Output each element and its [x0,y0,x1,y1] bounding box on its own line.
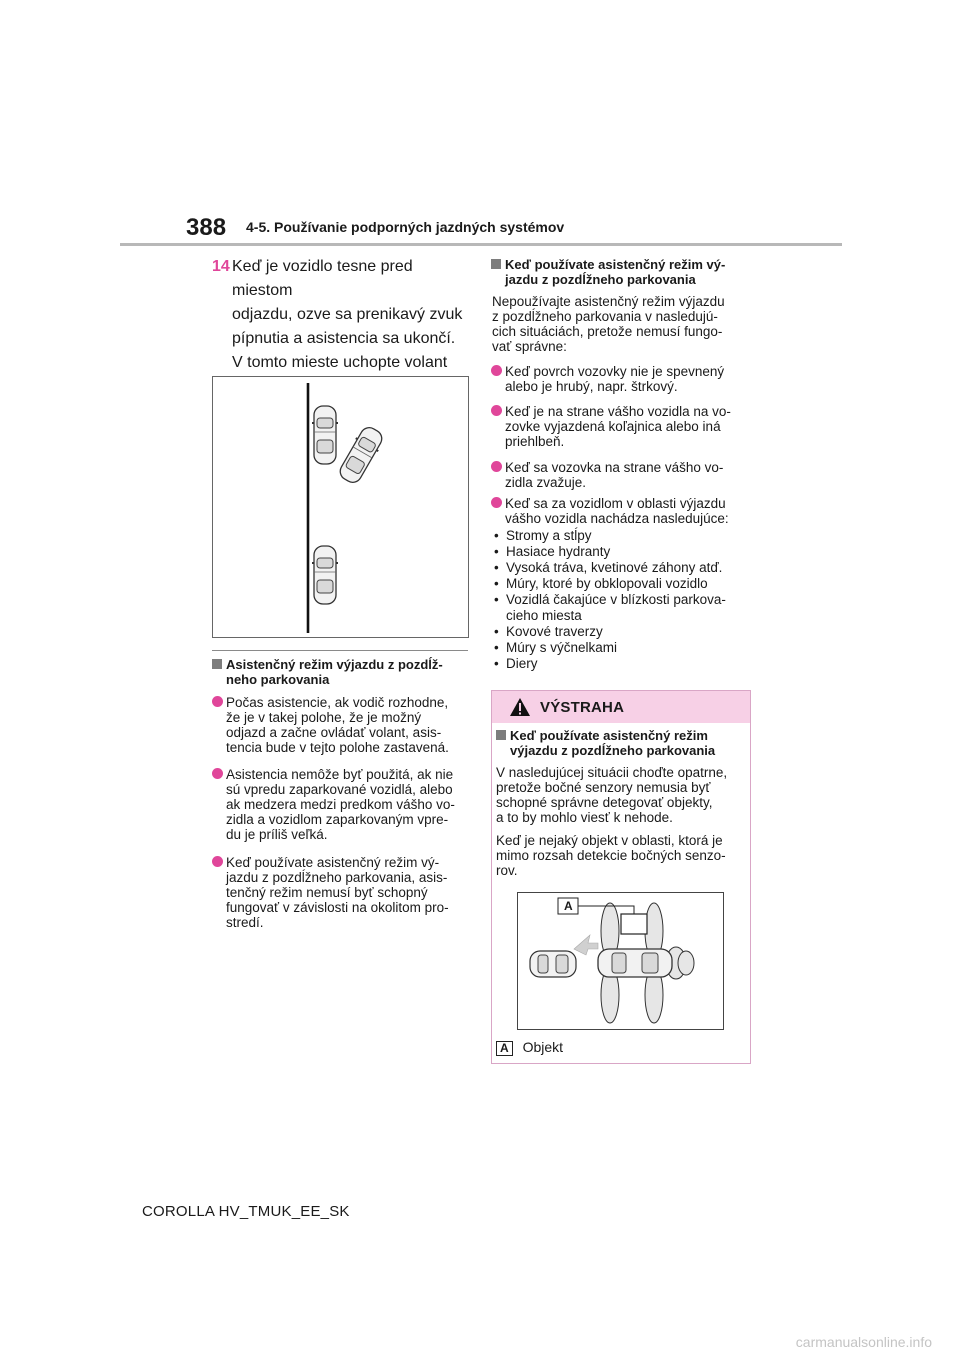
bullet-dot-icon [491,405,502,416]
page-number: 388 [186,214,227,241]
list-item: • Stromy a stĺpy [492,528,752,544]
step-line: V tomto mieste uchopte volant [232,354,448,371]
list-item: Keď používate asistenčný režim vý- jazdu z pozdĺžneho parkovania, asis- tenčný režim nemusí byť schopný fungovať v závislosti na okolitom pro- stredí. [212,855,474,930]
warning-paragraph: V nasledujúcej situácii choďte opatrne, pretože bočné senzory nemusia byť schopné správne detegovať objekty, a to by mohlo viesť k nehode. [496,765,728,825]
list-item: Keď povrch vozovky nie je spevnený alebo je hrubý, napr. štrkový. [491,364,753,394]
square-bullet-icon [496,730,506,740]
subsection-heading: Asistenčný režim výjazdu z pozdĺž- neho parkovania [212,657,474,687]
list-item: • Vysoká tráva, kvetinové záhony atď. [492,560,752,576]
model-code: COROLLA HV_TMUK_EE_SK [142,1203,350,1220]
step-line: odjazdu, ozve sa prenikavý zvuk [232,306,463,323]
square-bullet-icon [212,659,222,669]
list-item: • Vozidlá čakajúce v blízkosti parkova- cieho miesta [492,592,752,624]
list-item: • Múry s výčnelkami [492,640,752,656]
header-divider [120,243,842,246]
legend-label: A [496,1041,513,1056]
section-divider [212,650,468,651]
list-item: • Múry, ktoré by obklopovali vozidlo [492,576,752,592]
sensor-diagram-svg [518,893,723,1029]
list-item: • Hasiace hydranty [492,544,752,560]
list-item: Keď sa za vozidlom v oblasti výjazdu vášho vozidla nachádza nasledujúce: [491,496,753,526]
bullet-dot-icon [212,856,223,867]
figure-legend [496,1039,563,1056]
list-item: Asistencia nemôže byť použitá, ak nie sú vpredu zaparkované vozidlá, alebo ak medzera medzi predkom vášho vo- zidla a vozidlom zaparkovaným vpre- du je príliš veľká. [212,767,474,842]
bullet-dot-icon [491,497,502,508]
section-title: 4-5. Používanie podporných jazdných systémov [246,219,565,235]
list-item: Počas asistencie, ak vodič rozhodne, že je v takej polohe, že je možný odjazd a začne ovládať volant, asis- tencia bude v tejto polohe zastavená. [212,695,474,755]
step-line: Keď je vozidlo tesne pred miestom [232,258,413,299]
obstacle-list [492,528,752,672]
bullet-dot-icon [491,461,502,472]
warning-paragraph: Keď je nejaký objekt v oblasti, ktorá je mimo rozsah detekcie bočných senzo- rov. [496,833,726,878]
step-line: pípnutia a asistencia sa ukončí. [232,330,456,347]
warning-header [492,691,750,723]
warning-title: VÝSTRAHA [540,699,625,716]
subsection-heading: Keď používate asistenčný režim vý- jazdu z pozdĺžneho parkovania [491,257,753,287]
bullet-dot-icon [212,768,223,779]
sensor-range-illustration [517,892,724,1030]
list-item: • Kovové traverzy [492,624,752,640]
watermark: carmanualsonline.info [795,1334,932,1350]
list-item: • Diery [492,656,752,672]
legend-text: Objekt [522,1039,564,1055]
object-label: A [564,899,573,913]
intro-paragraph: Nepoužívajte asistenčný režim výjazdu z pozdĺžneho parkovania v nasledujú- cich situáciách, pretože nemusí fungo- vať správne: [492,294,725,354]
warning-subheading: Keď používate asistenčný režim výjazdu z pozdĺžneho parkovania [496,728,746,758]
warning-triangle-icon [509,697,531,717]
list-item: Keď je na strane vášho vozidla na vo- zovke vyjazdená koľajnica alebo iná priehlbeň. [491,404,753,449]
list-item: Keď sa vozovka na strane vášho vo- zidla zvažuje. [491,460,753,490]
square-bullet-icon [491,259,501,269]
bullet-dot-icon [491,365,502,376]
parking-diagram-svg [213,377,468,637]
bullet-dot-icon [212,696,223,707]
step-number: 14 [212,258,230,275]
parking-exit-illustration [212,376,469,638]
